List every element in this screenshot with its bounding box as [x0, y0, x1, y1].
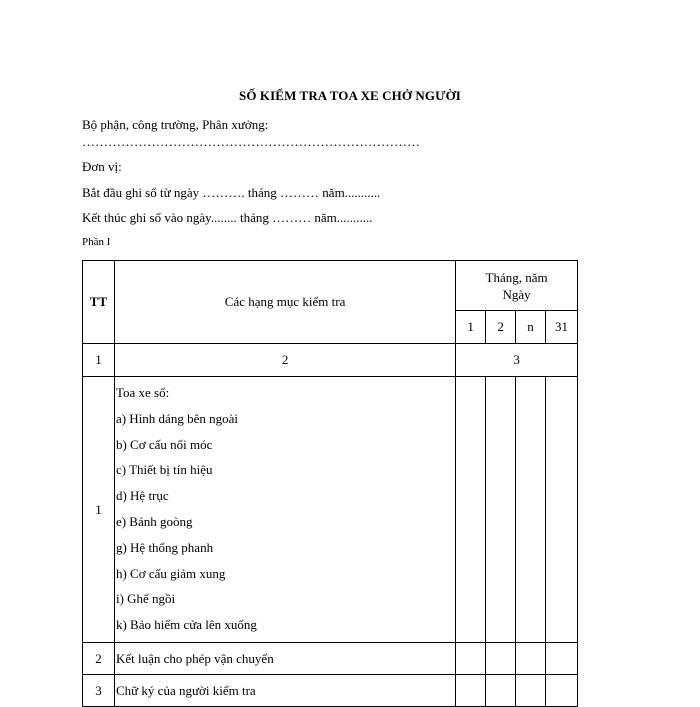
day-cell[interactable]: [546, 643, 578, 675]
day-header: 31: [546, 311, 578, 344]
day-header: 1: [456, 311, 486, 344]
checklist-item: Toa xe số:: [115, 385, 170, 400]
day-cell[interactable]: [516, 643, 546, 675]
day-cell[interactable]: [486, 643, 516, 675]
row-label: Kết luận cho phép vận chuyển: [114, 643, 455, 675]
day-cell[interactable]: [456, 643, 486, 675]
column-index: 2: [114, 344, 455, 377]
date-header: [456, 261, 578, 311]
day-cell[interactable]: [486, 675, 516, 707]
inspection-table: [82, 260, 578, 707]
unit-label: Đơn vị:: [82, 159, 122, 174]
column-index: 3: [456, 344, 578, 377]
tt-header: TT: [83, 261, 115, 344]
day-cell[interactable]: [516, 675, 546, 707]
row-number: 1: [83, 377, 115, 643]
checklist-item: h) Cơ cấu giảm xung: [115, 565, 226, 581]
day-cell[interactable]: [486, 377, 516, 643]
table-row: [83, 377, 578, 643]
checklist-item: k) Bảo hiểm cửa lên xuống: [115, 617, 257, 633]
date-header-month-year: Tháng, năm: [485, 269, 548, 285]
department-label: Bộ phận, công trường, Phân xưởng:: [82, 117, 269, 132]
day-cell[interactable]: [546, 377, 578, 643]
table-row: [83, 675, 578, 707]
checklist-item: e) Bánh goòng: [115, 513, 193, 529]
day-cell[interactable]: [516, 377, 546, 643]
day-header: 2: [486, 311, 516, 344]
day-cell[interactable]: [456, 675, 486, 707]
part-label: Phần I: [82, 236, 111, 248]
checklist-item: d) Hệ trục: [115, 488, 169, 504]
table-row: [83, 643, 578, 675]
row-number: 2: [83, 643, 115, 675]
document-title: SỐ KIỂM TRA TOA XE CHỞ NGƯỜI: [239, 88, 461, 103]
day-cell[interactable]: [546, 675, 578, 707]
start-date-line: Bắt đầu ghi sổ từ ngày ………. tháng ……… năm...........: [82, 185, 381, 200]
day-header: n: [516, 311, 546, 344]
day-cell[interactable]: [456, 377, 486, 643]
column-index-row: [83, 344, 578, 377]
department-dots: ……………………………………………………………………: [82, 134, 420, 149]
column-index: 1: [83, 344, 115, 377]
header-row: [83, 261, 578, 311]
checklist-item: a) Hình dáng bên ngoài: [115, 410, 238, 426]
checklist-item: i) Ghế ngồi: [115, 591, 176, 607]
checklist-item: g) Hệ thống phanh: [115, 539, 214, 555]
checklist-item: b) Cơ cấu nối móc: [115, 436, 213, 452]
checklist-cell: [114, 377, 455, 643]
row-number: 3: [83, 675, 115, 707]
checklist-item: c) Thiết bị tín hiệu: [115, 462, 213, 478]
items-header: Các hạng mục kiểm tra: [114, 261, 455, 344]
end-date-line: Kết thúc ghi sổ vào ngày........ tháng ……… năm...........: [82, 210, 373, 225]
row-label: Chữ ký của người kiểm tra: [114, 675, 455, 707]
date-header-day: Ngày: [502, 286, 531, 302]
